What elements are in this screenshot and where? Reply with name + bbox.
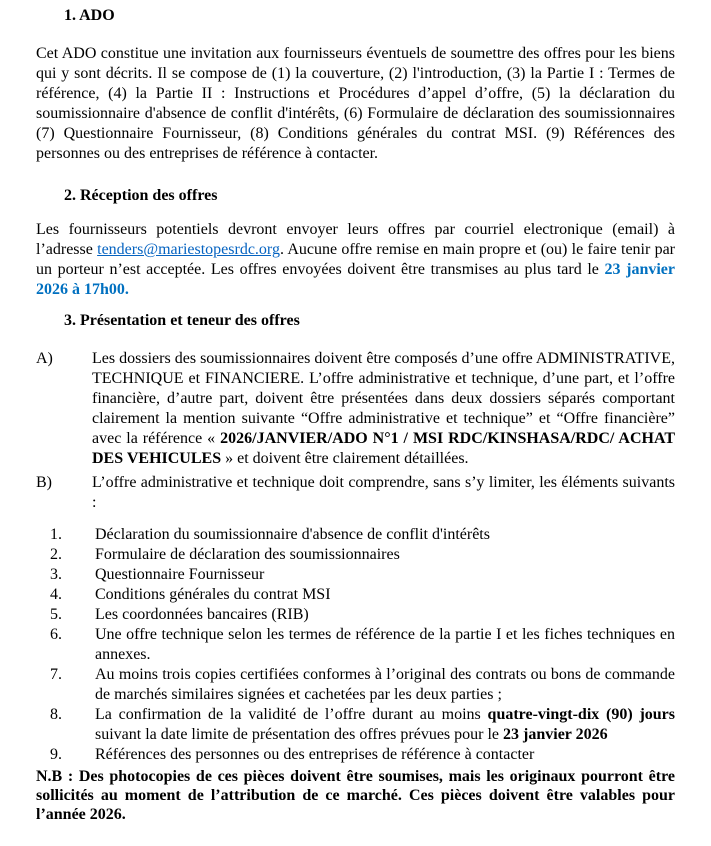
list-item-8-text-start: La confirmation de la validité de l’offre durant au moins <box>95 706 488 723</box>
reception-text-after-email: . Aucune offre remise en main propre et (ou) le faire tenir par un porteur n’est acceptée. Les offres envoyées doivent être transmises au plus tard le <box>36 241 676 278</box>
list-item-8-text-mid: suivant la date limite de présentation des offres prévues pour le <box>95 726 504 743</box>
deadline-text: 23 janvier 2026 à 17h00. <box>36 261 676 298</box>
list-item-5 <box>36 605 675 625</box>
list-item-1 <box>36 525 675 545</box>
list-item-9-number: 9. <box>50 746 62 763</box>
list-item-9 <box>36 745 675 765</box>
list-item-4-text: Conditions générales du contrat MSI <box>95 586 331 603</box>
item-b-text: L’offre administrative et technique doit comprendre, sans s’y limiter, les éléments suivants : <box>92 474 675 511</box>
item-a-text-before-reference: Les dossiers des soumissionnaires doivent être composés d’une offre ADMINISTRATIVE, TECHNIQUE et FINANCIERE. L’offre administrative et technique, d’une part, et l’offre financière, d’autre part, doivent être présentées dans deux dossiers séparés comportant clairement la mention suivante “Offre administrative et technique” et “Offre financière” avec la référence « <box>92 350 675 447</box>
list-item-4 <box>36 585 675 605</box>
tender-reference: 2026/JANVIER/ADO N°1 / MSI RDC/KINSHASA/RDC/ ACHAT DES VEHICULES <box>92 430 676 467</box>
list-item-4-number: 4. <box>50 586 62 603</box>
list-item-7-number: 7. <box>50 666 62 683</box>
list-item-9-text: Références des personnes ou des entreprises de référence à contacter <box>95 746 535 763</box>
list-item-8-number: 8. <box>50 706 62 723</box>
list-item-5-number: 5. <box>50 606 62 623</box>
list-item-8 <box>36 705 675 745</box>
section-1-heading: 1. ADO <box>64 7 115 24</box>
list-item-1-number: 1. <box>50 526 62 543</box>
list-item-3 <box>36 565 675 585</box>
list-item-7 <box>36 665 675 705</box>
validity-duration-text: quatre-vingt-dix (90) jours <box>487 706 675 723</box>
item-a <box>36 349 675 469</box>
list-item-5-text: Les coordonnées bancaires (RIB) <box>95 606 309 623</box>
section-1-paragraph: Cet ADO constitue une invitation aux fournisseurs éventuels de soumettre des offres pour les biens qui y sont décrits. Il se compose de (1) la couverture, (2) l'introduction, (3) la Partie I : Termes de référence, (4) la Partie II : Instructions et Procédures d’appel d’offre, (5) la déclaration du soumissionnaire d'absence de conflit d'intérêts, (6) Formulaire de déclaration des soumissionnaires (7) Questionnaire Fournisseur, (8) Conditions générales du contrat MSI. (9) Références des personnes ou des entreprises de référence à contacter. <box>36 45 675 162</box>
reception-text-before-email: Les fournisseurs potentiels devront envoyer leurs offres par courriel electronique (email) à l’adresse <box>36 221 675 258</box>
required-documents-list <box>36 525 675 765</box>
list-item-6-text: Une offre technique selon les termes de référence de la partie I et les fiches techniques en annexes. <box>95 626 675 663</box>
offer-deadline-date: 23 janvier 2026 <box>503 726 608 743</box>
section-2-paragraph <box>36 220 675 300</box>
list-item-1-text: Déclaration du soumissionnaire d'absence de conflit d'intérêts <box>95 526 490 543</box>
list-item-2 <box>36 545 675 565</box>
nota-bene-paragraph: N.B : Des photocopies de ces pièces doivent être soumises, mais les originaux pourront être sollicités au moment de l’attribution de ce marché. Ces pièces doivent être valables pour l’année 2026. <box>36 768 675 823</box>
item-b-label: B) <box>36 474 52 491</box>
item-a-label: A) <box>36 350 53 367</box>
list-item-3-text: Questionnaire Fournisseur <box>95 566 265 583</box>
section-3-heading: 3. Présentation et teneur des offres <box>64 312 300 329</box>
item-a-text-after-reference: » et doivent être clairement détaillées. <box>221 450 469 467</box>
list-item-6-number: 6. <box>50 626 62 643</box>
list-item-2-number: 2. <box>50 546 62 563</box>
section-2-heading: 2. Réception des offres <box>64 187 218 204</box>
list-item-3-number: 3. <box>50 566 62 583</box>
email-link[interactable]: tenders@mariestopesrdc.org <box>97 241 280 258</box>
item-b <box>36 473 675 513</box>
list-item-6 <box>36 625 675 665</box>
list-item-7-text: Au moins trois copies certifiées conformes à l’original des contrats ou bons de commande de marchés similaires signées et cachetées par les deux parties ; <box>95 666 675 703</box>
list-item-2-text: Formulaire de déclaration des soumissionnaires <box>95 546 400 563</box>
